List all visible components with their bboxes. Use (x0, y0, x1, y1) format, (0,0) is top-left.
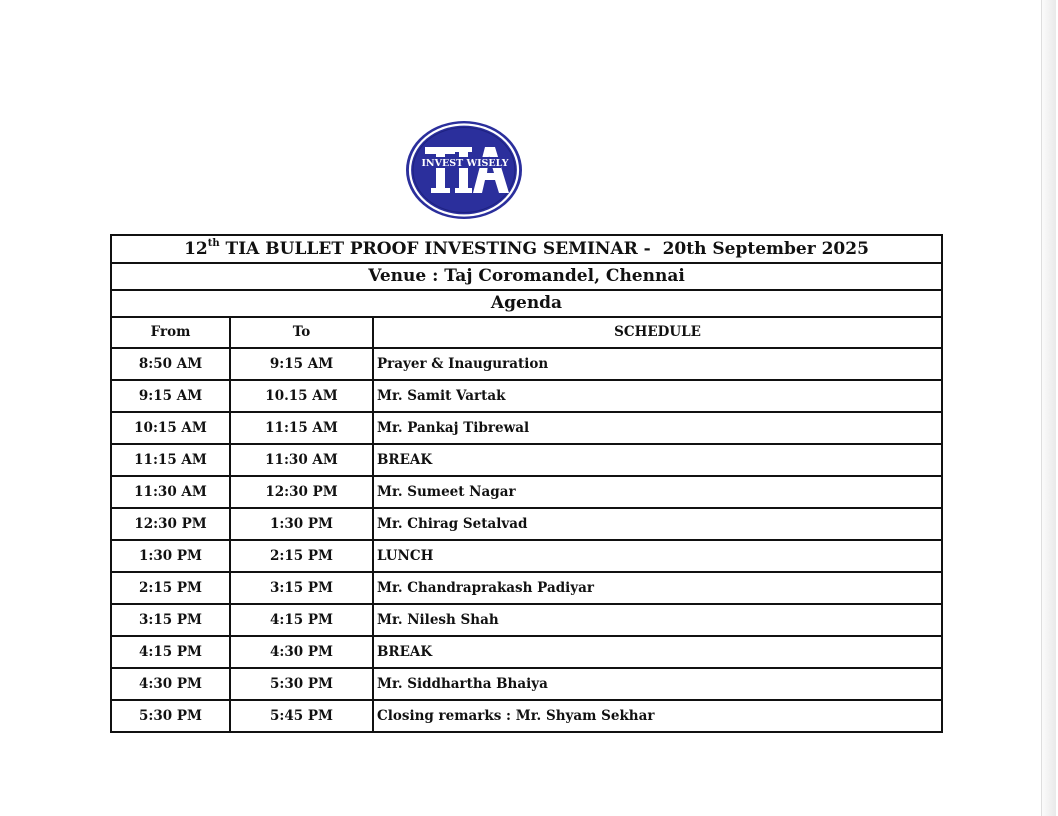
slot-to: 9:15 AM (230, 348, 373, 380)
slot-item: LUNCH (373, 540, 942, 572)
slot-from: 9:15 AM (111, 380, 230, 412)
agenda-table (110, 234, 943, 733)
edition-number: 12 (184, 238, 208, 259)
tia-logo (405, 120, 523, 220)
column-header-from: From (111, 317, 230, 348)
slot-from: 3:15 PM (111, 604, 230, 636)
slot-from: 11:30 AM (111, 476, 230, 508)
slot-to: 2:15 PM (230, 540, 373, 572)
slot-to: 4:30 PM (230, 636, 373, 668)
seminar-title-row (111, 235, 942, 263)
slot-from: 1:30 PM (111, 540, 230, 572)
slot-from: 2:15 PM (111, 572, 230, 604)
slot-item: BREAK (373, 444, 942, 476)
slot-from: 4:30 PM (111, 668, 230, 700)
table-row (111, 604, 942, 636)
seminar-title (111, 235, 942, 263)
slot-to: 12:30 PM (230, 476, 373, 508)
table-row (111, 476, 942, 508)
table-row (111, 700, 942, 732)
table-row (111, 444, 942, 476)
slot-from: 12:30 PM (111, 508, 230, 540)
slot-from: 4:15 PM (111, 636, 230, 668)
slot-item: Closing remarks : Mr. Shyam Sekhar (373, 700, 942, 732)
slot-to: 3:15 PM (230, 572, 373, 604)
column-header-to: To (230, 317, 373, 348)
slot-from: 11:15 AM (111, 444, 230, 476)
logo-tagline: INVEST WISELY (421, 158, 509, 169)
slot-item: Mr. Siddhartha Bhaiya (373, 668, 942, 700)
column-header-row (111, 317, 942, 348)
edition-suffix: th (207, 237, 220, 249)
slot-to: 5:30 PM (230, 668, 373, 700)
slot-to: 11:30 AM (230, 444, 373, 476)
table-row (111, 540, 942, 572)
slot-item: Mr. Chandraprakash Padiyar (373, 572, 942, 604)
table-row (111, 636, 942, 668)
slot-to: 11:15 AM (230, 412, 373, 444)
slot-item: Mr. Pankaj Tibrewal (373, 412, 942, 444)
venue: Venue : Taj Coromandel, Chennai (111, 263, 942, 290)
column-header-schedule: SCHEDULE (373, 317, 942, 348)
table-row (111, 668, 942, 700)
seminar-title-text: TIA BULLET PROOF INVESTING SEMINAR - 20th September 2025 (219, 238, 869, 259)
page-edge-shadow (1041, 0, 1056, 816)
table-row (111, 508, 942, 540)
agenda-heading-row (111, 290, 942, 317)
slot-item: Mr. Nilesh Shah (373, 604, 942, 636)
slot-item: BREAK (373, 636, 942, 668)
slot-item: Mr. Chirag Setalvad (373, 508, 942, 540)
slot-item: Mr. Samit Vartak (373, 380, 942, 412)
slot-to: 10.15 AM (230, 380, 373, 412)
slot-to: 4:15 PM (230, 604, 373, 636)
slot-from: 8:50 AM (111, 348, 230, 380)
slot-item: Prayer & Inauguration (373, 348, 942, 380)
table-row (111, 412, 942, 444)
table-row (111, 348, 942, 380)
slot-from: 10:15 AM (111, 412, 230, 444)
slot-item: Mr. Sumeet Nagar (373, 476, 942, 508)
agenda-heading: Agenda (111, 290, 942, 317)
table-row (111, 572, 942, 604)
table-row (111, 380, 942, 412)
slot-from: 5:30 PM (111, 700, 230, 732)
slot-to: 5:45 PM (230, 700, 373, 732)
venue-row (111, 263, 942, 290)
slot-to: 1:30 PM (230, 508, 373, 540)
